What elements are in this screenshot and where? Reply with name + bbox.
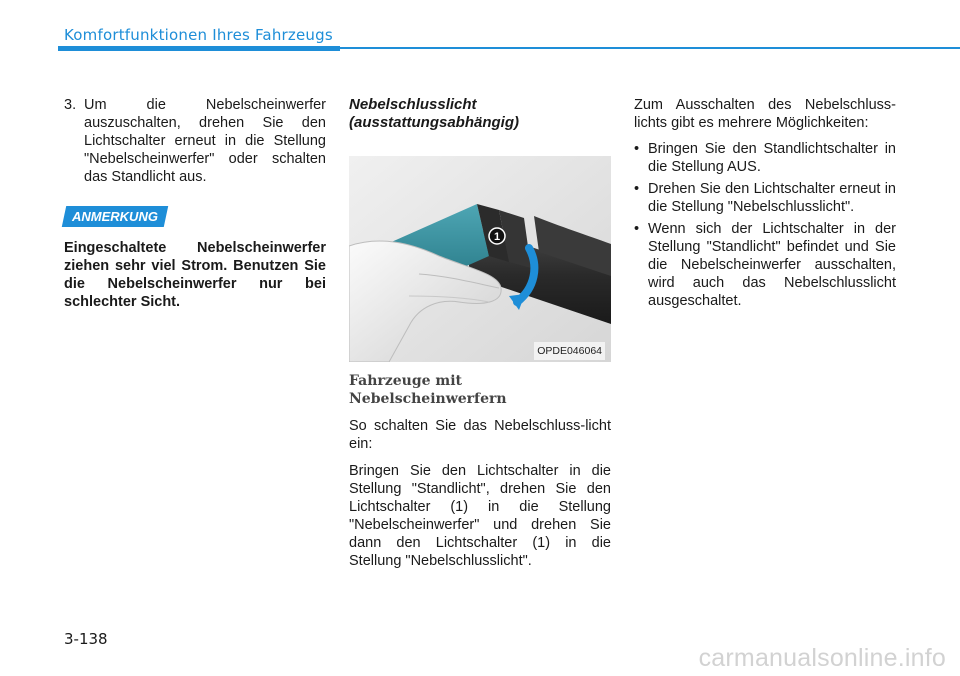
header-rule [340, 47, 960, 49]
column-left [64, 96, 326, 311]
list-item [634, 140, 896, 176]
deactivate-options-list [634, 140, 896, 310]
note-text: Eingeschaltete Nebelscheinwerfer ziehen sehr viel Strom. Benutzen Sie die Nebelscheinwerfer nur bei schlechter Sicht. [64, 240, 326, 310]
paragraph-activate-steps: Bringen Sie den Lichtschalter in die Stellung "Standlicht", drehen Sie den Lichtschalter (1) in die Stellung "Nebelscheinwerfer" und drehen Sie dann den Lichtschalter (1) in die Stellung "Nebelschlusslicht". [349, 463, 611, 569]
list-item [634, 220, 896, 310]
column-right [634, 96, 896, 314]
section-title [349, 96, 611, 132]
figure-callout: 1 [493, 231, 501, 243]
step-number: 3. [64, 97, 77, 113]
section-title-line2: (ausstattungsabhängig) [349, 114, 520, 131]
list-item-text: Drehen Sie den Lichtschalter erneut in die Stellung "Nebelschlusslicht". [648, 181, 896, 215]
paragraph-deactivate-intro: Zum Ausschalten des Nebelschluss-lichts gibt es mehrere Möglichkeiten: [634, 97, 896, 131]
paragraph-activate-intro: So schalten Sie das Nebelschluss-licht ein: [349, 418, 611, 452]
bullet-icon: • [634, 221, 640, 237]
light-switch-illustration [349, 156, 611, 362]
bullet-icon: • [634, 181, 640, 197]
column-middle [349, 96, 611, 570]
list-item-text: Wenn sich der Lichtschalter in der Stellung "Standlicht" befindet und Sie die Nebelscheinwerfer ausschalten, wird auch das Nebelschlusslicht ausgeschaltet. [648, 221, 896, 309]
page-number: 3-138 [64, 630, 108, 648]
step-3 [64, 96, 326, 186]
note-badge [62, 206, 168, 227]
step-text: Um die Nebelscheinwerfer auszuschalten, drehen Sie den Lichtschalter erneut in die Stellung "Nebelscheinwerfer" oder schalten das Standlicht aus. [84, 97, 326, 185]
watermark: carmanualsonline.info [698, 644, 946, 672]
section-header-title: Komfortfunktionen Ihres Fahrzeugs [64, 26, 333, 44]
list-item [634, 180, 896, 216]
note-label: ANMERKUNG [72, 209, 158, 224]
subheading: Fahrzeuge mit Nebelscheinwerfern [349, 373, 507, 407]
figure-light-switch [349, 156, 611, 362]
figure-code: OPDE046064 [534, 342, 605, 360]
bullet-icon: • [634, 141, 640, 157]
section-title-line1: Nebelschlusslicht [349, 96, 477, 113]
header-accent-bar [58, 46, 340, 51]
list-item-text: Bringen Sie den Standlichtschalter in die Stellung AUS. [648, 141, 896, 175]
